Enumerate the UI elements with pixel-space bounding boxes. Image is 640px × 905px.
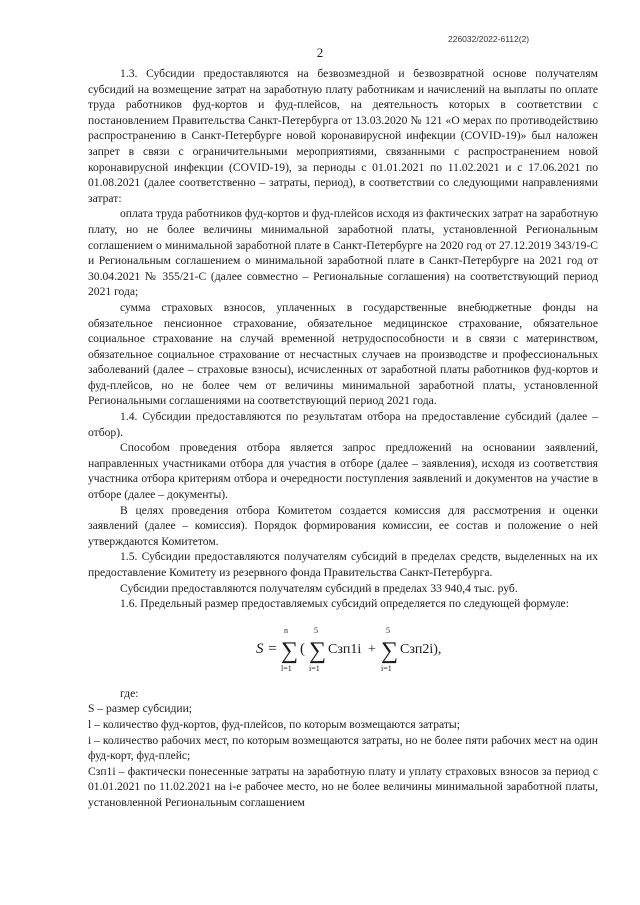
paragraph-1-6: 1.6. Предельный размер предоставляемых субсидий определяется по следующей формуле: bbox=[120, 597, 569, 611]
formula-term-2: Сзп2i), bbox=[400, 641, 442, 657]
paragraph-subsidy-limit: Субсидии предоставляются получателям субсидий в пределах 33 940,4 тыс. руб. bbox=[120, 581, 518, 595]
paragraph-1-3: 1.3. Субсидии предоставляются на безвозмездной и безвозвратной основе получателям субсидий на возмещение затрат на заработную плату работникам и начислений на выплаты по оплате труда работников фуд-кортов и фуд-плейсов, на деятельность которых в соответствии с постановлением Правительства Санкт-Петербурга от 13.03.2020 № 121 «О мерах по противодействию распространению в Санкт-Петербурге новой коронавирусной инфекции (COVID-19)» был наложен запрет в связи с ограничительными мероприятиями, связанными с распространением новой коронавирусной инфекции (COVID-19), за периоды с 01.01.2021 по 11.02.2021 и с 17.06.2021 по 01.08.2021 (далее соответственно – затраты, период), в соответствии со следующими направлениями затрат: bbox=[88, 67, 598, 205]
page-number: 2 bbox=[316, 45, 324, 60]
paragraph-1-5: 1.5. Субсидии предоставляются получателям субсидий в пределах средств, выделенных на их предоставление Комитету из резервного фонда Правительства Санкт-Петербурга. bbox=[88, 550, 598, 579]
document-body bbox=[88, 66, 598, 811]
paragraph-selection-method: Способом проведения отбора является запрос предложений на основании заявлений, направленных участниками отбора для участия в отборе (далее – заявления), исходя из соответствия участника отбора критериям отбора и очередности поступления заявлений и документов на участие в отборе (далее – документы). bbox=[88, 441, 598, 502]
formula-term-1: Сзп1i bbox=[328, 641, 362, 657]
formula-open-paren: ( bbox=[300, 640, 305, 657]
paragraph-1-4: 1.4. Субсидии предоставляются по результатам отбора на предоставление субсидий (далее – отбор). bbox=[88, 410, 598, 439]
legend-where: где: bbox=[120, 686, 139, 700]
paragraph-wage-costs: оплата труда работников фуд-кортов и фуд-плейсов исходя из фактических затрат на заработную плату, но не более величины минимальной заработной платы, установленной Региональным соглашением о минимальной заработной плате в Санкт-Петербурге на 2020 год от 27.12.2019 343/19-С и Региональным соглашением о минимальной заработной плате в Санкт-Петербурге на 2021 год от 30.04.2021 № 355/21-С (далее совместно – Региональные соглашения) на соответствующий период 2021 года; bbox=[88, 207, 598, 299]
inner-sum-2-lower: i=1 bbox=[381, 663, 392, 673]
formula-svg bbox=[88, 618, 598, 678]
paragraph-commission: В целях проведения отбора Комитетом создается комиссия для рассмотрения и оценки заявлений (далее – комиссия). Порядок формирования комиссии, ее состав и положение о ней утверждаются Комитетом. bbox=[88, 503, 598, 548]
inner-sum-1-symbol: ∑ bbox=[309, 637, 327, 664]
outer-sum-symbol: ∑ bbox=[281, 637, 299, 664]
legend-i: i – количество рабочих мест, по которым возмещаются затраты, но не более пяти рабочих мест на один фуд-корт, фуд-плейс; bbox=[88, 733, 598, 763]
inner-sum-2-symbol: ∑ bbox=[381, 637, 399, 664]
paragraph-insurance-contributions: сумма страховых взносов, уплаченных в государственные внебюджетные фонды на обязательное пенсионное страхование, обязательное медицинское страхование, обязательное социальное страхование на случай временной нетрудоспособности и в связи с материнством, обязательное социальное страхование от несчастных случаев на производстве и профессиональных заболеваний (далее – страховые взносы), исчисленных от заработной платы работников фуд-кортов и фуд-плейсов, но не более чем от величины минимальной заработной платы, установленной Региональными соглашениями на соответствующий период 2021 года. bbox=[88, 300, 598, 408]
subsidy-formula bbox=[88, 618, 598, 678]
legend-c: Сзп1i – фактически понесенные затраты на заработную плату и уплату страховых взносов за период с 01.01.2021 по 11.02.2021 на i-е рабочее место, но не более величины минимальной заработной платы, установленной Региональным соглашением bbox=[88, 764, 598, 809]
outer-sum-upper: n bbox=[284, 625, 288, 635]
formula-lhs: S = bbox=[256, 640, 278, 657]
inner-sum-2-upper: 5 bbox=[386, 625, 390, 635]
inner-sum-1-upper: 5 bbox=[314, 625, 318, 635]
legend-l: l – количество фуд-кортов, фуд-плейсов, по которым возмещаются затраты; bbox=[88, 717, 460, 731]
outer-sum-lower: l=1 bbox=[281, 663, 292, 673]
formula-plus: + bbox=[368, 641, 376, 657]
legend-s: S – размер субсидии; bbox=[88, 702, 192, 716]
inner-sum-1-lower: i=1 bbox=[309, 663, 320, 673]
document-id: 226032/2022-6112(2) bbox=[448, 34, 530, 44]
